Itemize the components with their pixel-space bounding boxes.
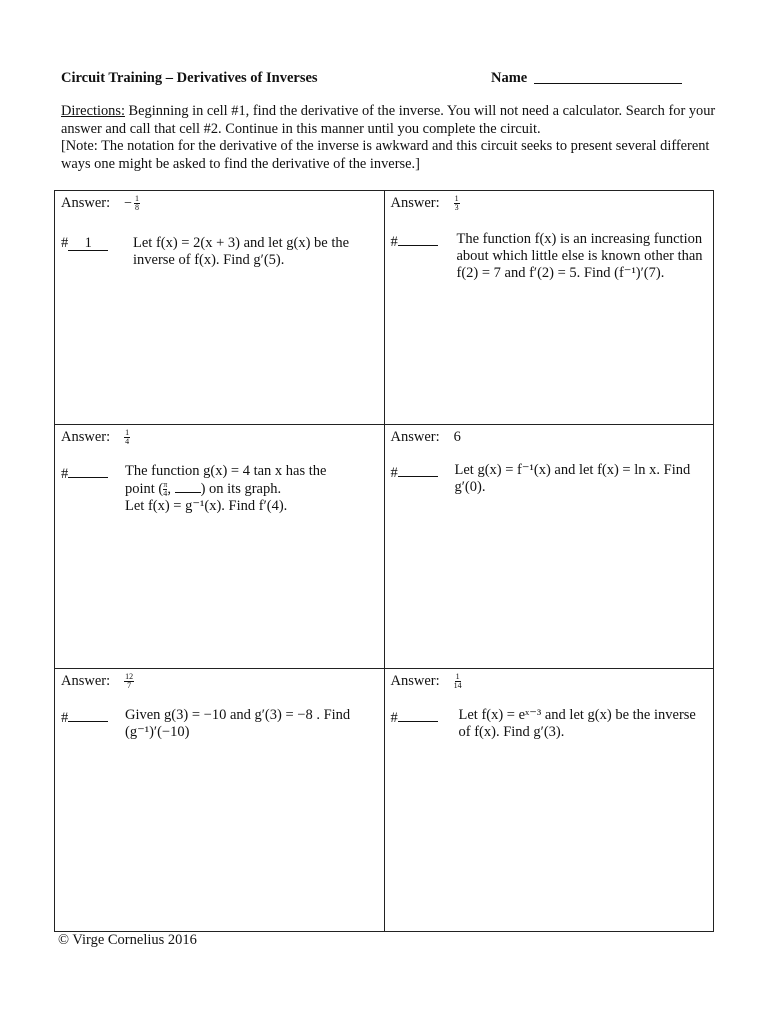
hash-symbol: # [61, 466, 69, 482]
cell-number-blank[interactable] [398, 707, 438, 722]
answer-row [61, 673, 134, 690]
hash-symbol: # [390, 465, 398, 481]
cell-number [61, 463, 108, 483]
directions-text: Beginning in cell #1, find the derivative of the inverse. You will not need a calculator. Search for your answer and call that cell #2. Continue in this manner until you complete the circuit. [61, 103, 716, 137]
answer-denominator: 3 [454, 203, 459, 212]
point-fraction [163, 481, 167, 498]
problem-line-1: The function g(x) = 4 tan x has the [125, 463, 327, 479]
directions-label: Directions: [61, 103, 125, 119]
circuit-cell [55, 669, 385, 932]
cell-number [391, 231, 438, 251]
problem-text: Given g(3) = −10 and g′(3) = −8 . Find (g⁻¹)′(−10) [125, 707, 351, 740]
answer-denominator: 4 [125, 437, 130, 446]
hash-symbol: # [390, 234, 398, 250]
name-blank-line[interactable] [534, 83, 682, 84]
answer-row [61, 195, 140, 212]
answer-label: Answer: [61, 429, 111, 445]
directions-note: [Note: The notation for the derivative of the inverse is awkward and this circuit seeks to present several different ways one might be asked to find the derivative of the inverse.] [61, 138, 710, 172]
answer-fraction [124, 429, 130, 446]
answer-label: Answer: [61, 195, 111, 211]
answer-numerator: 12 [125, 672, 134, 681]
answer-label: Answer: [390, 429, 440, 445]
answer-label: Answer: [61, 673, 111, 689]
point-numerator: π [163, 480, 168, 490]
cell-number-blank[interactable] [68, 707, 108, 722]
cell-number-blank[interactable] [398, 462, 438, 477]
name-label: Name [491, 70, 528, 86]
problem-point-suffix: ) on its graph. [200, 481, 282, 497]
problem-text: The function g(x) = 4 tan x has the point ( $\frac{\pi}{4}$ , ) on its graph. Let f(x) = g⁻¹(x). Find f′(4). [125, 463, 327, 515]
answer-row [391, 195, 460, 212]
answer-numerator: 1 [135, 194, 140, 203]
hash-symbol: # [390, 710, 398, 726]
cell-number [391, 462, 438, 482]
answer-fraction [454, 195, 460, 212]
cell-number-blank[interactable] [398, 231, 438, 246]
point-blank[interactable] [175, 480, 201, 493]
answer-fraction [134, 195, 140, 212]
circuit-cell [384, 191, 714, 425]
circuit-cell [384, 425, 714, 669]
problem-point-prefix: point ( [125, 481, 164, 497]
hash-symbol: # [61, 235, 69, 251]
answer-denominator: 8 [135, 203, 140, 212]
answer-row [391, 429, 461, 446]
problem-text: Let f(x) = 2(x + 3) and let g(x) be the inverse of f(x). Find g′(5). [133, 235, 350, 268]
answer-denominator: 14 [453, 681, 462, 690]
answer-label: Answer: [390, 673, 440, 689]
answer-denominator: 7 [127, 681, 132, 690]
problem-text: Let f(x) = eˣ⁻³ and let g(x) be the inverse of f(x). Find g′(3). [458, 707, 696, 740]
answer-label: Answer: [390, 195, 440, 211]
problem-line-3: Let f(x) = g⁻¹(x). Find f′(4). [125, 498, 288, 515]
cell-number-blank[interactable] [68, 463, 108, 478]
cell-number-blank[interactable]: 1 [68, 236, 108, 251]
circuit-grid [54, 190, 714, 932]
circuit-cell [384, 669, 714, 932]
answer-numerator: 1 [125, 428, 130, 437]
hash-symbol: # [61, 710, 69, 726]
copyright-footer: © Virge Cornelius 2016 [58, 932, 197, 948]
problem-text: The function f(x) is an increasing function about which little else is known other than f(2) = 7 and f′(2) = 5. Find (f⁻¹)′(7). [456, 231, 703, 281]
worksheet-title: Circuit Training – Derivatives of Inverses [61, 70, 318, 86]
cell-number [391, 707, 438, 727]
circuit-cell [55, 191, 385, 425]
answer-fraction [454, 673, 462, 690]
answer-numerator: 1 [455, 672, 460, 681]
point-denominator: 4 [163, 489, 168, 499]
directions [61, 103, 721, 173]
circuit-cell [55, 425, 385, 669]
answer-value: 6 [453, 429, 461, 445]
cell-number [61, 235, 108, 252]
answer-row [61, 429, 130, 446]
problem-text: Let g(x) = f⁻¹(x) and let f(x) = ln x. Find g′(0). [454, 462, 691, 495]
answer-row [391, 673, 462, 690]
answer-numerator: 1 [454, 194, 459, 203]
cell-number [61, 707, 108, 727]
answer-fraction [124, 673, 134, 690]
answer-sign: − [124, 195, 133, 211]
